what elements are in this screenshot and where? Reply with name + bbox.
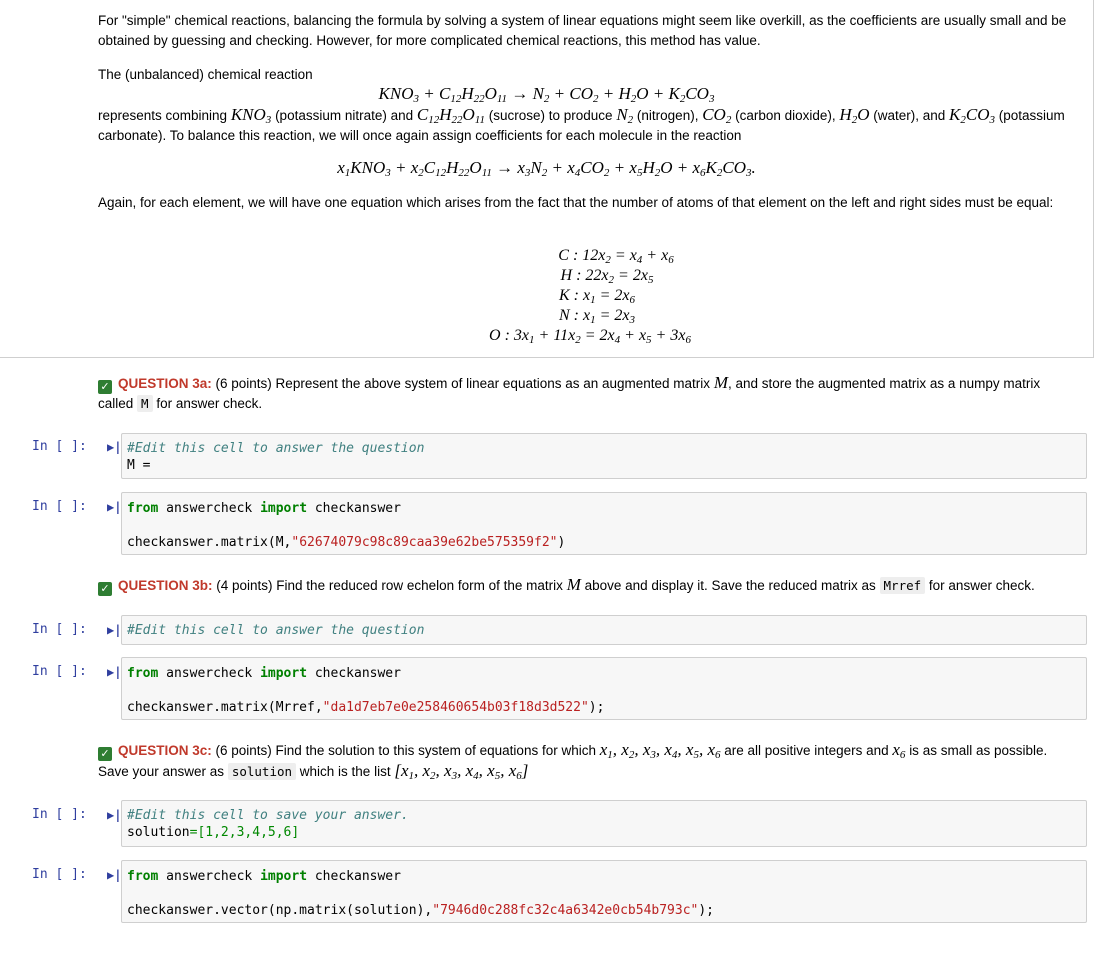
checkbox-icon: ✓	[98, 380, 112, 394]
code-cell-solution[interactable]	[121, 800, 1087, 847]
coefficient-reaction-equation: $x_1KNO_3 + x_2C_{12}H_{22}O_{11} \to x_3N_2 + x_4CO_2 + x_5H_2O + x_6K_2CO_3$.	[337, 158, 756, 179]
checkbox-icon: ✓	[98, 747, 112, 761]
cell-prompt: In [ ]:	[32, 622, 87, 637]
run-cell-icon[interactable]: ▶|	[107, 440, 122, 454]
cell-prompt: In [ ]:	[32, 499, 87, 514]
cell-prompt: In [ ]:	[32, 807, 87, 822]
code-cell-check-mrref[interactable]	[121, 657, 1087, 720]
run-cell-icon[interactable]: ▶|	[107, 808, 122, 822]
code-cell-check-solution[interactable]	[121, 860, 1087, 923]
code-cell-mrref[interactable]	[121, 615, 1087, 645]
run-cell-icon[interactable]: ▶|	[107, 868, 122, 882]
code-comment: #Edit this cell to answer the question	[127, 623, 425, 638]
code-line: solution=[1,2,3,4,5,6]	[127, 825, 300, 840]
code-line: checkanswer.matrix(M,"62674079c98c89caa39e62be575359f2")	[127, 535, 566, 550]
code-line: from answercheck import checkanswer	[127, 666, 401, 681]
represents-paragraph: represents combining $KNO_3$ (potassium nitrate) and $C_{12}H_{22}O_{11}$ (sucrose) to produce $N_2$ (nitrogen), $CO_2$ (carbon dioxide), $H_2O$ (water), and $K_2CO_3$ (potassium carbonate). To balance this reaction, we will once again assign coefficients for each molecule in the reaction	[98, 105, 1065, 143]
cell-prompt: In [ ]:	[32, 664, 87, 679]
unbalanced-reaction-equation: $KNO_3 + C_{12}H_{22}O_{11} \to N_2 + CO_2 + H_2O + K_2CO_3$	[378, 84, 715, 105]
code-cell-check-m[interactable]	[121, 492, 1087, 555]
question-3b: ✓ QUESTION 3b: (4 points) Find the reduced row echelon form of the matrix M above and display it. Save the reduced matrix as Mrref for answer check.	[98, 575, 1083, 596]
linear-system-equations: C : $12x_2 = x_4 + x_6$ H : $22x_2 = 2x_5$ K : $x_1 = 2x_6$ N : $x_1 = 2x_3$ O : $3x_1 + 11x_2 = 2x_4 + x_5 + 3x_6$	[489, 247, 691, 346]
code-line: M =	[127, 458, 151, 473]
intro-paragraph: For "simple" chemical reactions, balancing the formula by solving a system of linear equations might seem like overkill, as the coefficients are usually small and be obtained by guessing and checking. However, for more complicated chemical reactions, this method has value.	[98, 13, 1067, 48]
code-cell-m[interactable]	[121, 433, 1087, 479]
question-3a: ✓ QUESTION 3a: (6 points) Represent the above system of linear equations as an augmented matrix M, and store the augmented matrix as a numpy matrix called M for answer check.	[98, 373, 1041, 411]
cell-prompt: In [ ]:	[32, 867, 87, 882]
code-comment: #Edit this cell to answer the question	[127, 441, 425, 456]
checkbox-icon: ✓	[98, 582, 112, 596]
unbalanced-label: The (unbalanced) chemical reaction	[98, 67, 313, 82]
code-line: checkanswer.vector(np.matrix(solution),"7946d0c288fc32c4a6342e0cb54b793c");	[127, 903, 715, 918]
run-cell-icon[interactable]: ▶|	[107, 500, 122, 514]
code-comment: #Edit this cell to save your answer.	[127, 808, 409, 823]
code-line: checkanswer.matrix(Mrref,"da1d7eb7e0e258460654b03f18d3d522");	[127, 700, 605, 715]
again-paragraph: Again, for each element, we will have one equation which arises from the fact that the number of atoms of that element on the left and right sides must be equal:	[98, 195, 1054, 210]
run-cell-icon[interactable]: ▶|	[107, 623, 122, 637]
cell-prompt: In [ ]:	[32, 439, 87, 454]
code-line: from answercheck import checkanswer	[127, 501, 401, 516]
question-3c: ✓ QUESTION 3c: (6 points) Find the solution to this system of equations for which $x_1$, $x_2$, $x_3$, $x_4$, $x_5$, $x_6$ are all positive integers and $x_6$ is as small as possible. Save your answer as solution which is the list [$x_1$, $x_2$, $x_3$, $x_4$, $x_5$, $x_6$]	[98, 740, 1048, 782]
code-line: from answercheck import checkanswer	[127, 869, 401, 884]
run-cell-icon[interactable]: ▶|	[107, 665, 122, 679]
